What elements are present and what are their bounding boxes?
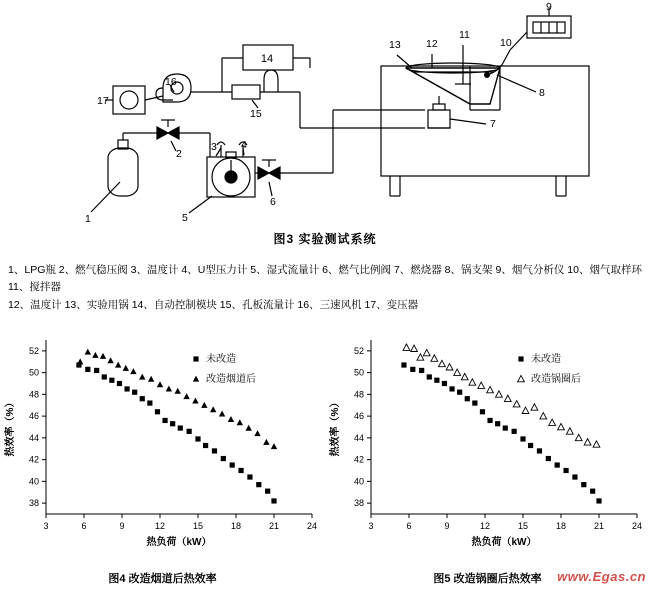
chart-block-fig5 xyxy=(325,328,650,586)
transformer-icon xyxy=(113,86,145,114)
svg-text:9: 9 xyxy=(119,520,125,531)
svg-text:4: 4 xyxy=(241,139,247,151)
callout-labels xyxy=(85,1,552,225)
svg-text:热负荷（kW）: 热负荷（kW） xyxy=(146,536,212,548)
lpg-cylinder-icon xyxy=(108,133,152,196)
svg-text:热效率（%）: 热效率（%） xyxy=(5,397,16,457)
svg-text:热负荷（kW）: 热负荷（kW） xyxy=(471,536,537,548)
system-schematic xyxy=(0,0,650,230)
svg-text:21: 21 xyxy=(593,520,605,531)
leader-5 xyxy=(189,196,212,213)
svg-text:2: 2 xyxy=(176,148,182,160)
svg-text:12: 12 xyxy=(426,38,438,50)
svg-text:24: 24 xyxy=(631,520,643,531)
svg-text:52: 52 xyxy=(353,345,364,356)
svg-text:18: 18 xyxy=(555,520,567,531)
svg-text:44: 44 xyxy=(28,432,39,443)
svg-text:改造烟道后: 改造烟道后 xyxy=(206,373,256,385)
svg-text:50: 50 xyxy=(28,367,39,378)
svg-text:10: 10 xyxy=(500,37,512,49)
svg-text:7: 7 xyxy=(490,118,496,130)
svg-text:3: 3 xyxy=(368,520,374,531)
experiment-pot-icon xyxy=(406,63,500,104)
svg-text:42: 42 xyxy=(353,454,364,465)
legend-line-2: 12、温度计 13、实验用锅 14、自动控制模块 15、孔板流量计 16、三速风机 17、变压器 xyxy=(8,298,419,311)
svg-text:50: 50 xyxy=(353,367,364,378)
svg-text:44: 44 xyxy=(353,432,364,443)
svg-text:5: 5 xyxy=(182,212,188,224)
svg-text:48: 48 xyxy=(28,389,39,400)
charts-row xyxy=(0,328,650,586)
svg-text:40: 40 xyxy=(28,476,39,487)
svg-text:热效率（%）: 热效率（%） xyxy=(330,397,341,457)
flue-gas-sampling-ring-icon xyxy=(485,50,510,77)
svg-text:24: 24 xyxy=(306,520,318,531)
figure4-caption: 图4 改造烟道后热效率 xyxy=(108,572,217,585)
leader-6 xyxy=(269,182,272,196)
svg-text:40: 40 xyxy=(353,476,364,487)
figure3-diagram xyxy=(0,0,650,250)
svg-text:15: 15 xyxy=(250,108,262,120)
legend-line-1: 1、LPG瓶 2、燃气稳压阀 3、温度计 4、U型压力计 5、湿式流量计 6、燃气比例阀 7、燃烧器 8、锅支架 9、烟气分析仪 10、烟气取样环 11、搅拌器 xyxy=(8,264,642,294)
gas-regulator-valve-icon xyxy=(157,120,179,139)
figure3-legend xyxy=(0,262,650,314)
gas-proportional-valve-icon xyxy=(258,160,280,179)
svg-text:11: 11 xyxy=(459,29,470,41)
leader-8 xyxy=(497,75,536,92)
chart-fig4 xyxy=(0,328,325,563)
burner-icon xyxy=(428,96,450,128)
watermark: www.Egas.cn xyxy=(557,568,646,584)
svg-text:9: 9 xyxy=(444,520,450,531)
callout-14-inline: 14 xyxy=(260,53,274,65)
figure5-caption: 图5 改造锅圈后热效率 xyxy=(433,572,542,585)
chart-fig5 xyxy=(325,328,650,563)
svg-text:未改造: 未改造 xyxy=(206,353,236,365)
chart-block-fig4 xyxy=(0,328,325,586)
leader-7 xyxy=(450,119,486,124)
svg-text:15: 15 xyxy=(517,520,529,531)
svg-text:9: 9 xyxy=(546,1,552,13)
leader-15 xyxy=(252,100,258,108)
svg-text:16: 16 xyxy=(165,76,177,88)
svg-text:42: 42 xyxy=(28,454,39,465)
svg-text:15: 15 xyxy=(192,520,204,531)
svg-text:改造锅圈后: 改造锅圈后 xyxy=(531,373,581,385)
svg-text:3: 3 xyxy=(211,141,217,153)
svg-text:13: 13 xyxy=(389,39,401,51)
svg-text:未改造: 未改造 xyxy=(531,353,561,365)
svg-text:1: 1 xyxy=(85,213,91,225)
svg-text:48: 48 xyxy=(353,389,364,400)
leader-1 xyxy=(91,182,120,212)
svg-text:17: 17 xyxy=(97,95,109,107)
svg-text:8: 8 xyxy=(539,87,545,99)
svg-text:46: 46 xyxy=(353,411,364,422)
figure3-caption: 图3 实验测试系统 xyxy=(273,232,377,246)
svg-text:6: 6 xyxy=(270,196,276,208)
svg-text:52: 52 xyxy=(28,345,39,356)
svg-text:18: 18 xyxy=(230,520,242,531)
svg-text:3: 3 xyxy=(43,520,49,531)
svg-text:6: 6 xyxy=(81,520,87,531)
orifice-flowmeter-icon xyxy=(191,70,300,99)
svg-text:38: 38 xyxy=(353,498,364,509)
svg-text:46: 46 xyxy=(28,411,39,422)
svg-text:6: 6 xyxy=(406,520,412,531)
svg-text:21: 21 xyxy=(268,520,280,531)
svg-text:38: 38 xyxy=(28,498,39,509)
test-bench-frame xyxy=(381,66,589,196)
svg-text:12: 12 xyxy=(479,520,491,531)
flue-gas-analyzer-icon xyxy=(527,16,571,38)
svg-text:12: 12 xyxy=(154,520,166,531)
